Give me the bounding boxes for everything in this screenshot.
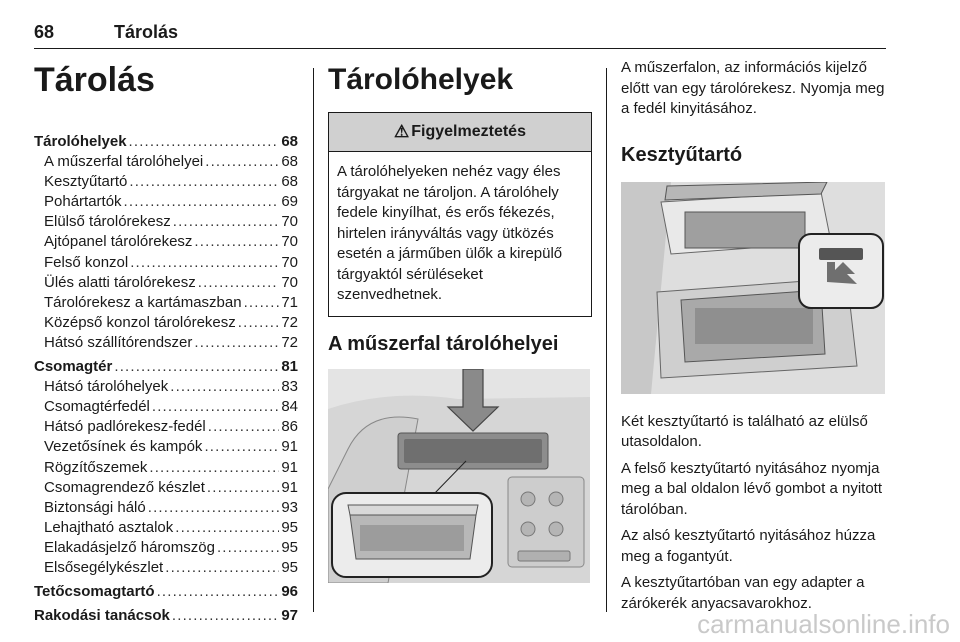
toc-entry[interactable] <box>34 417 298 437</box>
toc-entry-page: 70 <box>281 253 298 271</box>
toc-entry[interactable] <box>34 478 298 498</box>
toc-entry-page: 70 <box>281 233 298 251</box>
toc-leader-dots <box>152 397 279 417</box>
toc-entry[interactable] <box>34 538 298 558</box>
glovebox-title: Kesztyűtartó <box>621 143 743 166</box>
toc-entry[interactable] <box>34 377 298 397</box>
column-divider <box>606 68 607 612</box>
glovebox-paragraph-4: A kesztyűtartóban van egy adapter a zárókerék anyacsavarokhoz. <box>621 574 865 612</box>
toc-leader-dots <box>194 232 279 252</box>
toc-entry[interactable] <box>34 212 298 232</box>
toc-entry-label: Csomagtér <box>34 358 113 376</box>
page-number: 68 <box>34 22 55 42</box>
toc-leader-dots <box>165 558 279 578</box>
toc-entry-label: Felső konzol <box>44 253 129 271</box>
toc-entry[interactable] <box>34 518 298 538</box>
toc-entry-label: Elsősegélykészlet <box>44 558 164 576</box>
toc-entry-label: Biztonsági háló <box>44 498 146 516</box>
page-header <box>34 6 886 46</box>
toc-entry-page: 69 <box>281 193 298 211</box>
chapter-title: Tárolás <box>34 61 155 99</box>
toc-entry-page: 93 <box>281 498 298 516</box>
toc-entry[interactable] <box>34 437 298 457</box>
toc-entry-label: Kesztyűtartó <box>44 173 128 191</box>
toc-entry-label: Elakadásjelző háromszög <box>44 538 215 556</box>
toc-entry-page: 95 <box>281 518 298 536</box>
toc-leader-dots <box>204 437 279 457</box>
toc-entry-page: 71 <box>281 293 298 311</box>
toc-leader-dots <box>198 273 280 293</box>
toc-entry-page: 91 <box>281 478 298 496</box>
toc-entry-page: 70 <box>281 213 298 231</box>
toc-entry-label: Ülés alatti tárolórekesz <box>44 273 196 291</box>
toc-entry[interactable] <box>34 192 298 212</box>
toc-entry-label: Pohártartók <box>44 193 122 211</box>
toc-entry-label: Tárolóhelyek <box>34 133 127 150</box>
toc-entry-page: 95 <box>281 538 298 556</box>
header-rule <box>34 48 886 49</box>
toc-entry[interactable] <box>34 357 298 377</box>
toc-entry-page: 86 <box>281 418 298 436</box>
toc-entry-label: Lehajtható asztalok <box>44 518 174 536</box>
toc-entry-label: Rakodási tanácsok <box>34 607 170 625</box>
toc-entry-page: 97 <box>281 607 298 625</box>
toc-leader-dots <box>130 253 279 273</box>
table-of-contents <box>34 132 298 626</box>
toc-entry[interactable] <box>34 253 298 273</box>
glovebox-illustration <box>621 182 885 394</box>
toc-entry[interactable] <box>34 273 298 293</box>
toc-entry-page: 68 <box>281 173 298 191</box>
toc-entry-label: A műszerfal tárolóhelyei <box>44 153 204 171</box>
toc-entry-page: 96 <box>281 583 298 601</box>
toc-leader-dots <box>157 582 280 602</box>
toc-entry[interactable] <box>34 313 298 333</box>
toc-entry[interactable] <box>34 498 298 518</box>
toc-entry-label: Tárolórekesz a kartámaszban <box>44 293 242 311</box>
toc-leader-dots <box>175 518 279 538</box>
toc-entry-page: 72 <box>281 333 298 351</box>
toc-entry-label: Rögzítőszemek <box>44 458 148 476</box>
toc-leader-dots <box>114 357 279 377</box>
toc-leader-dots <box>217 538 279 558</box>
toc-entry[interactable] <box>34 582 298 602</box>
toc-entry-page: 72 <box>281 313 298 331</box>
glovebox-paragraph-2: A felső kesztyűtartó nyitásához nyomja meg a bal oldalon lévő gombot a nyitott tárolóban. <box>621 459 882 518</box>
glovebox-paragraph-1: Két kesztyűtartó is található az elülső utasoldalon. <box>621 412 868 450</box>
subsection-title: A műszerfal tárolóhelyei <box>328 332 559 355</box>
dashboard-storage-illustration <box>328 369 590 583</box>
toc-entry[interactable] <box>34 232 298 252</box>
toc-entry-label: Hátsó padlórekesz-fedél <box>44 418 206 436</box>
toc-leader-dots <box>172 606 279 626</box>
dashboard-storage-text: A műszerfalon, az információs kijelző előtt van egy tárolórekesz. Nyomja meg a fedél kinyitásához. <box>621 59 885 117</box>
toc-entry-label: Vezetősínek és kampók <box>44 438 203 456</box>
toc-leader-dots <box>148 498 280 518</box>
warning-title: Figyelmeztetés <box>411 123 526 140</box>
toc-entry[interactable] <box>34 458 298 478</box>
toc-entry-page: 95 <box>281 558 298 576</box>
toc-entry[interactable] <box>34 606 298 626</box>
toc-leader-dots <box>173 212 280 232</box>
warning-header <box>329 113 591 152</box>
toc-entry[interactable] <box>34 132 298 152</box>
toc-leader-dots <box>149 458 279 478</box>
toc-leader-dots <box>129 172 279 192</box>
toc-leader-dots <box>207 478 279 498</box>
toc-leader-dots <box>170 377 279 397</box>
toc-entry-page: 91 <box>281 458 298 476</box>
toc-leader-dots <box>244 293 280 313</box>
content-column-3 <box>621 58 887 620</box>
warning-text: A tárolóhelyeken nehéz vagy éles tárgyakat ne tároljon. A tárolóhely fedele kinyílhat, és erős fékezés, hirtelen irányváltás vagy ütközés esetén a járműben ülők a kirepülő tárgyaktól sérüléseket szenvedhetnek. <box>337 163 563 303</box>
toc-entry-label: Csomagrendező készlet <box>44 478 205 496</box>
toc-entry-label: Középső konzol tárolórekesz <box>44 313 236 331</box>
toc-entry-label: Csomagtérfedél <box>44 398 150 416</box>
toc-entry-page: 91 <box>281 438 298 456</box>
content-column-2 <box>328 58 592 583</box>
toc-leader-dots <box>205 152 279 172</box>
toc-entry[interactable] <box>34 558 298 578</box>
toc-entry-label: Hátsó szállítórendszer <box>44 333 193 351</box>
toc-entry-page: 84 <box>281 398 298 416</box>
watermark: carmanualsonline.info <box>697 609 950 639</box>
toc-leader-dots <box>238 313 280 333</box>
toc-entry-label: Tetőcsomagtartó <box>34 583 155 601</box>
toc-entry[interactable] <box>34 397 298 417</box>
toc-leader-dots <box>124 192 280 212</box>
toc-leader-dots <box>208 417 280 437</box>
running-title: Tárolás <box>114 22 179 42</box>
toc-entry-page: 68 <box>281 153 298 171</box>
column-divider <box>313 68 314 612</box>
toc-entry-label: Ajtópanel tárolórekesz <box>44 233 193 251</box>
glovebox-paragraph-3: Az alsó kesztyűtartó nyitásához húzza meg a fogantyút. <box>621 527 876 565</box>
toc-entry[interactable] <box>34 172 298 192</box>
toc-entry[interactable] <box>34 293 298 313</box>
section-title: Tárolóhelyek <box>328 63 514 96</box>
toc-entry-page: 70 <box>281 273 298 291</box>
toc-entry-page: 81 <box>281 358 298 376</box>
toc-leader-dots <box>129 132 280 152</box>
toc-entry[interactable] <box>34 333 298 353</box>
toc-entry-label: Hátsó tárolóhelyek <box>44 378 169 396</box>
toc-entry-page: 68 <box>281 133 298 150</box>
toc-column <box>34 58 298 626</box>
toc-entry[interactable] <box>34 152 298 172</box>
warning-triangle-icon: ⚠ <box>394 122 410 141</box>
toc-entry-page: 83 <box>281 378 298 396</box>
toc-entry-label: Elülső tárolórekesz <box>44 213 171 231</box>
toc-leader-dots <box>194 333 279 353</box>
warning-box <box>328 112 592 317</box>
